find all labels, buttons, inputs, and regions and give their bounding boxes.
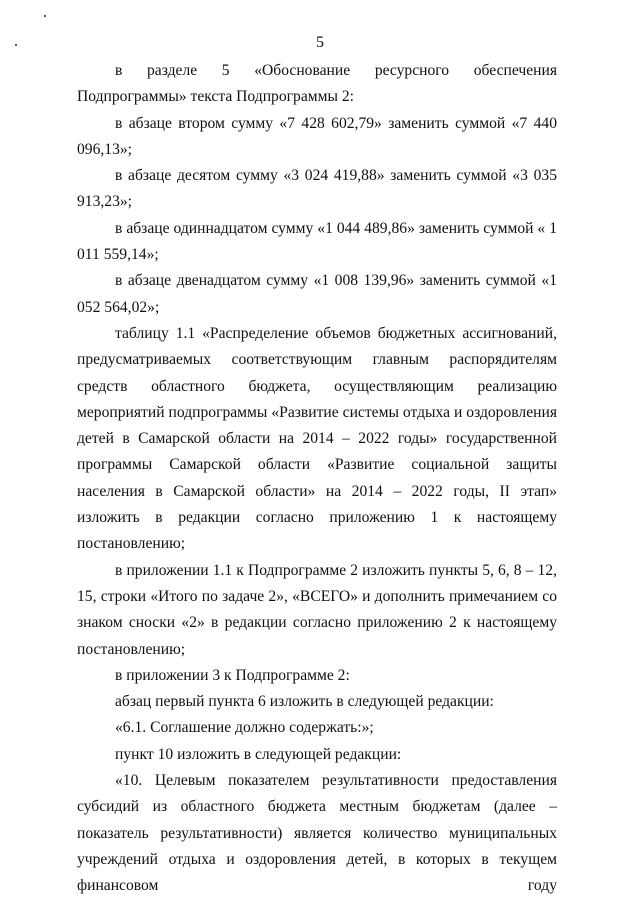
paragraph-table-1-1: таблицу 1.1 «Распределение объемов бюджетных ассигнований, предусматриваемых соответствующим главным распорядителям средств областного бюджета, осуществляющим реализацию мероприятий подпрограммы «Развитие системы отдыха и оздоровления детей в Самарской области на 2014 – 2022 годы» государственной программы Самарской области «Развитие социальной защиты населения в Самарской области» на 2014 – 2022 годы, II этап» изложить в редакции согласно приложению 1 к настоящему постановлению; (77, 324, 557, 553)
paragraph-eleventh: в абзаце одиннадцатом сумму «1 044 489,86» заменить суммой « 1 011 559,14»; (77, 219, 557, 264)
paragraph-item-6: абзац первый пункта 6 изложить в следующей редакции: (115, 693, 494, 711)
paragraph-tenth: в абзаце десятом сумму «3 024 419,88» заменить суммой «3 035 913,23»; (77, 167, 557, 211)
paragraph-appendix-3: в приложении 3 к Подпрограмме 2: (115, 666, 350, 684)
paragraph-item-10: пункт 10 изложить в следующей редакции: (115, 745, 402, 763)
scan-speck (44, 15, 46, 17)
paragraph-item-6-1: «6.1. Соглашение должно содержать:»; (115, 719, 374, 737)
document-body (77, 58, 557, 900)
paragraph-item-10-text: «10. Целевым показателем результативности предоставления субсидий из областного бюджета местным бюджетам (далее – показатель результативности) является количество муниципальных учреждений отдыха и оздоровления детей, в которых в текущем финансовом году (77, 772, 557, 895)
paragraph-section-5: в разделе 5 «Обоснование ресурсного обеспечения Подпрограммы» текста Подпрограммы 2: (77, 62, 557, 106)
paragraph-second: в абзаце втором сумму «7 428 602,79» заменить суммой «7 440 096,13»; (77, 114, 557, 158)
paragraph-appendix-1-1: в приложении 1.1 к Подпрограмме 2 изложить пункты 5, 6, 8 – 12, 15, строки «Итого по задаче 2», «ВСЕГО» и дополнить примечанием со знаком сноски «2» в редакции согласно приложению 2 к настоящему постановлению; (77, 561, 557, 658)
page-number: 5 (316, 34, 324, 51)
paragraph-twelfth: в абзаце двенадцатом сумму «1 008 139,96» заменить суммой «1 052 564,02»; (77, 272, 557, 316)
